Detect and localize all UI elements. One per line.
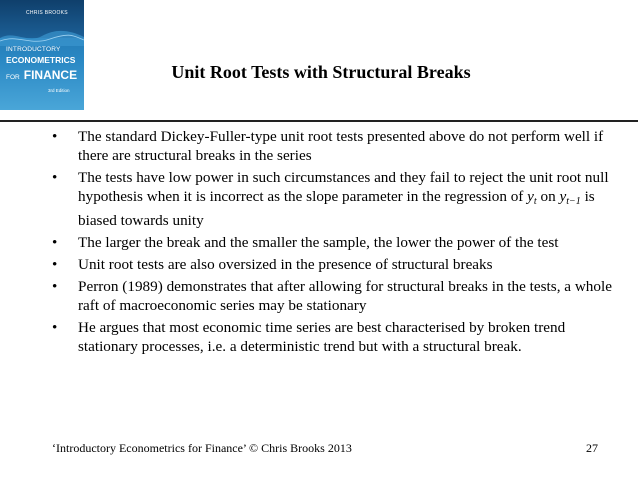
cover-edition: 3rd Edition: [48, 88, 70, 93]
bullet-text: He argues that most economic time series are best characterised by broken trend stationary processes, i.e. a deterministic trend but with a structural break.: [78, 319, 566, 355]
cover-title-line1: INTRODUCTORY: [6, 46, 61, 53]
bullet-text: Unit root tests are also oversized in the presence of structural breaks: [78, 256, 493, 273]
bullet-icon: •: [52, 128, 58, 145]
bullet-text: [78, 169, 609, 229]
bullet-list: [52, 127, 612, 359]
bullet-text-part: on: [536, 188, 560, 205]
bullet-text: The standard Dickey-Fuller-type unit root tests presented above do not perform well if there are structural breaks in the series: [78, 128, 604, 164]
book-cover-image: [0, 0, 84, 110]
variable-y: y: [559, 188, 567, 205]
bullet-item: [52, 127, 612, 165]
bullet-text: The larger the break and the smaller the sample, the lower the power of the test: [78, 234, 559, 251]
bullet-icon: •: [52, 169, 58, 186]
bullet-text: Perron (1989) demonstrates that after allowing for structural breaks in the tests, a whole raft of macroeconomic series may be stationary: [78, 278, 612, 314]
title-divider: [0, 120, 638, 122]
subscript-t-minus-1: t−1: [566, 196, 581, 207]
bullet-icon: •: [52, 234, 58, 251]
bullet-item: [52, 255, 612, 274]
cover-wave-graphic: [0, 28, 84, 46]
bullet-item: [52, 277, 612, 315]
cover-title-finance: FINANCE: [23, 68, 78, 82]
cover-author: CHRIS BROOKS: [26, 10, 68, 16]
footer-citation: ‘Introductory Econometrics for Finance’ © Chris Brooks 2013: [52, 441, 352, 455]
bullet-icon: •: [52, 319, 58, 336]
page-number: 27: [586, 441, 598, 455]
bullet-icon: •: [52, 278, 58, 295]
cover-title-for: FOR: [6, 74, 20, 81]
bullet-item: [52, 233, 612, 252]
slide-title: Unit Root Tests with Structural Breaks: [171, 62, 471, 82]
bullet-text-part: is biased towards unity: [78, 188, 595, 229]
bullet-item: [52, 318, 612, 356]
bullet-text-part: The tests have low power in such circumstances and they fail to reject the unit root null hypothesis when it is incorrect as the slope parameter in the regression of: [78, 169, 609, 205]
variable-y: y: [527, 188, 534, 205]
subscript-t: t: [533, 196, 537, 207]
bullet-item: [52, 168, 612, 230]
cover-title-line2: ECONOMETRICS: [6, 55, 76, 65]
bullet-icon: •: [52, 256, 58, 273]
